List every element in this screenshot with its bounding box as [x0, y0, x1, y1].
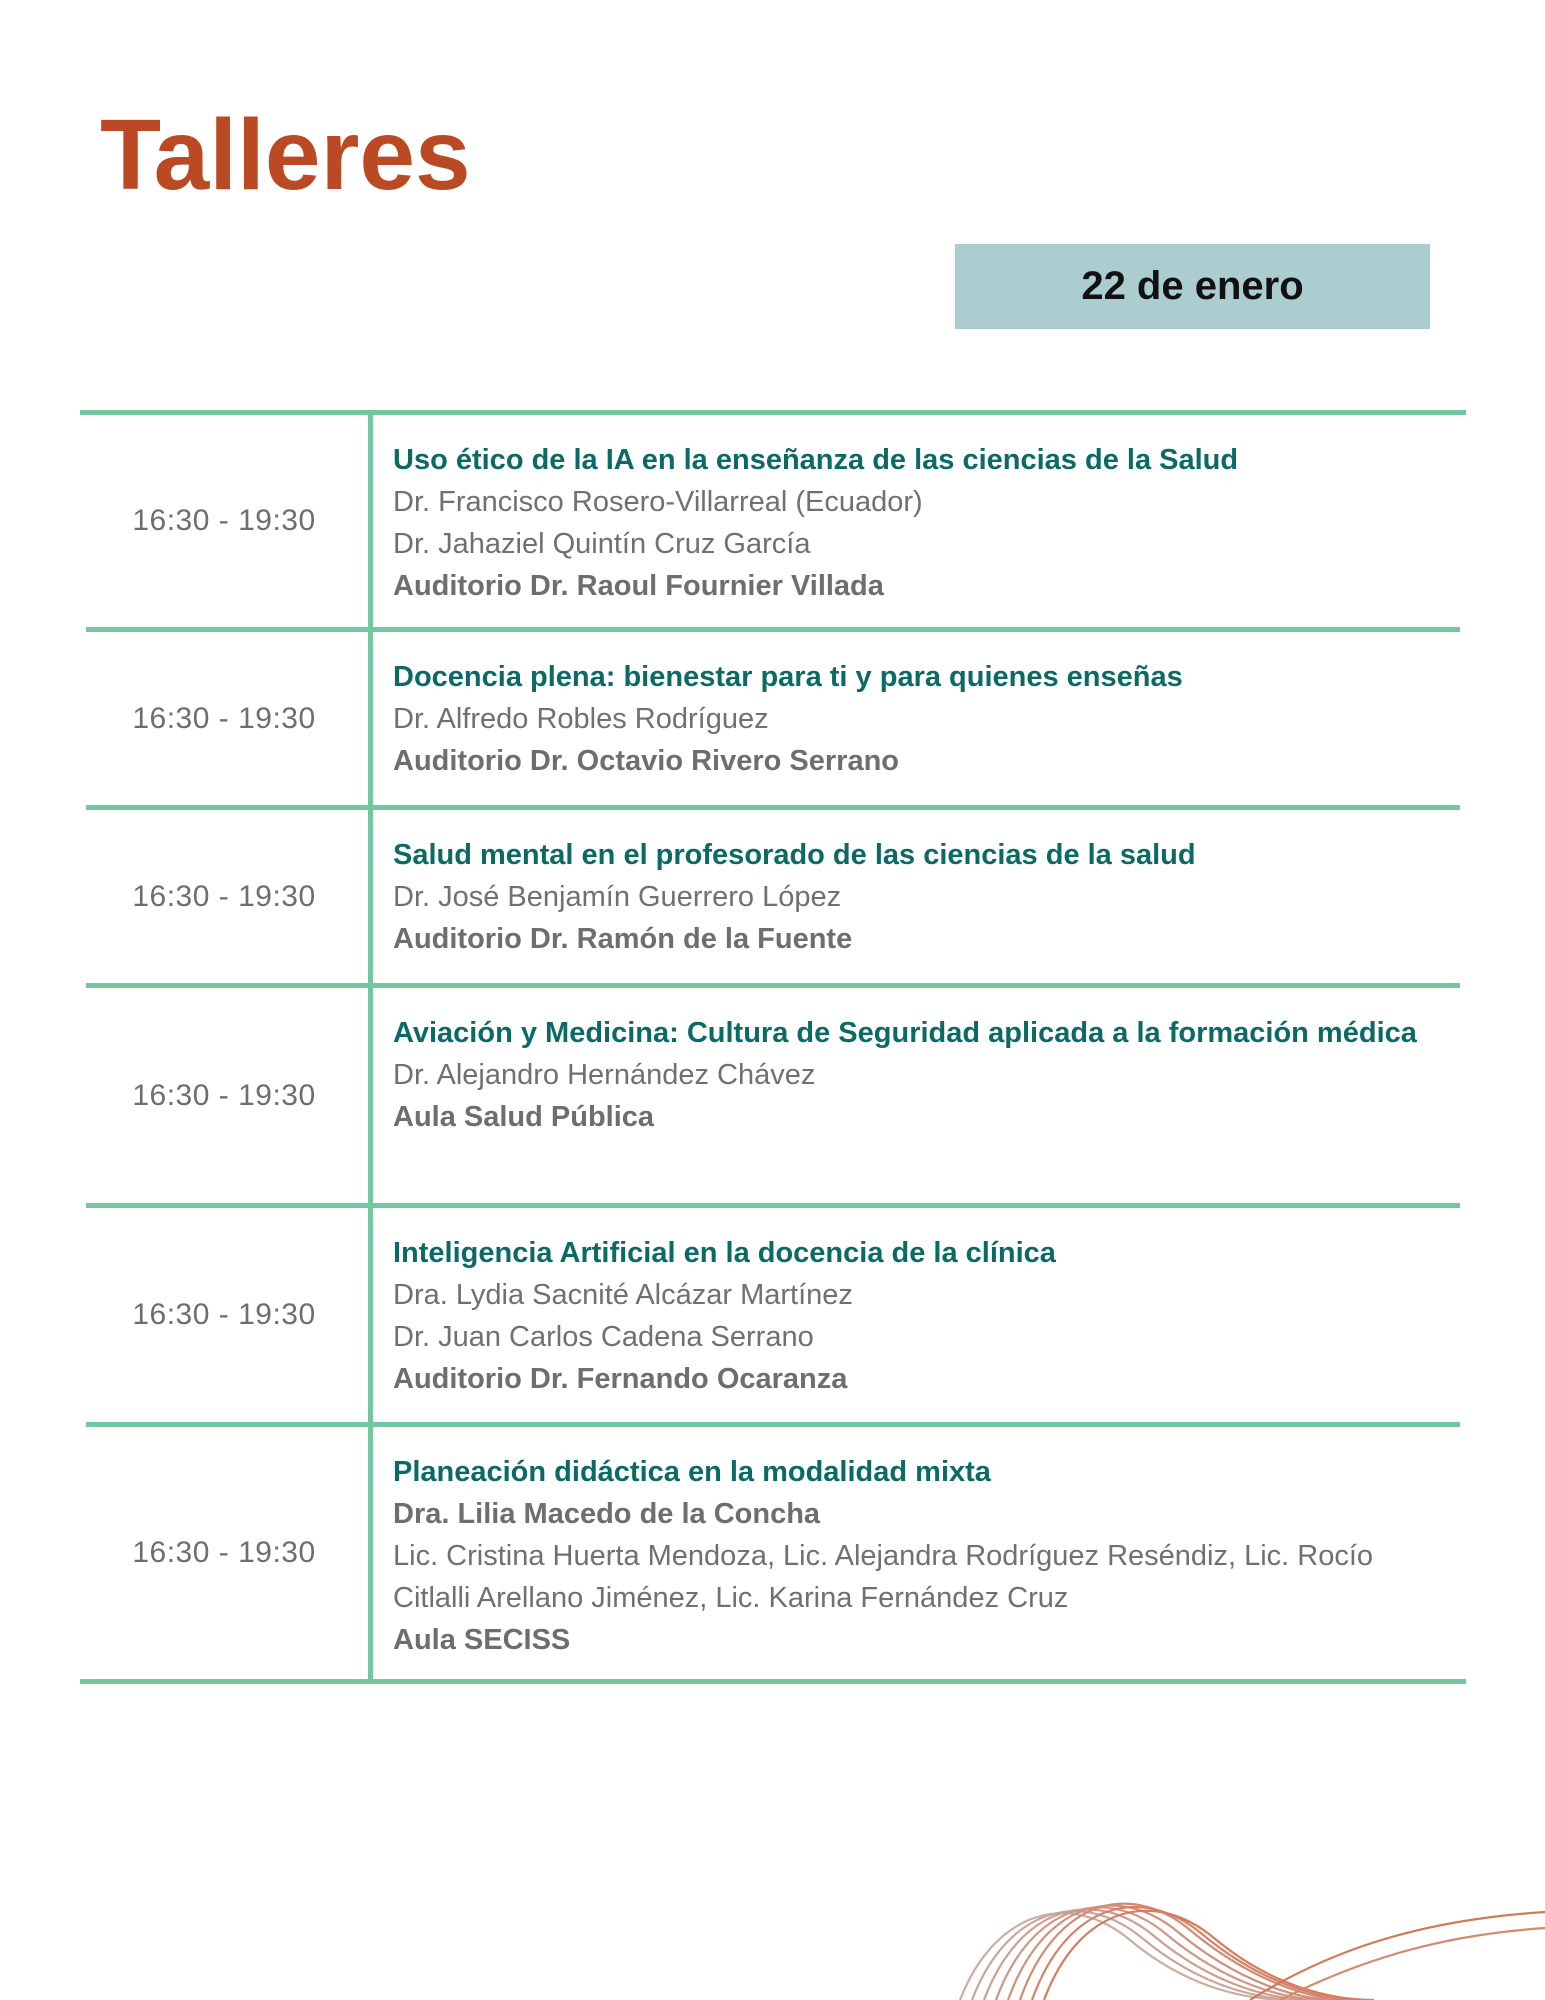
schedule-row — [80, 415, 1466, 627]
session-title: Inteligencia Artificial en la docencia de la clínica — [393, 1237, 1056, 1269]
schedule-row — [80, 632, 1466, 805]
session-speaker: Dra. Lydia Sacnité Alcázar Martínez — [393, 1279, 853, 1311]
session-title: Aviación y Medicina: Cultura de Seguridad aplicada a la formación médica — [393, 1017, 1417, 1049]
session-venue: Aula Salud Pública — [393, 1101, 655, 1133]
date-label: 22 de enero — [1081, 264, 1304, 308]
session-speaker: Dr. José Benjamín Guerrero López — [393, 881, 842, 913]
session-time: 16:30 - 19:30 — [132, 879, 316, 913]
session-venue: Auditorio Dr. Ramón de la Fuente — [393, 923, 853, 955]
session-speaker: Dr. Francisco Rosero-Villarreal (Ecuador) — [393, 486, 923, 518]
session-venue: Auditorio Dr. Raoul Fournier Villada — [393, 570, 884, 602]
session-details — [373, 1208, 1466, 1422]
session-venue: Auditorio Dr. Fernando Ocaranza — [393, 1363, 848, 1395]
session-details — [373, 1427, 1466, 1679]
session-time: 16:30 - 19:30 — [132, 504, 316, 537]
page-title: Talleres — [100, 99, 471, 211]
session-speaker: Dr. Juan Carlos Cadena Serrano — [393, 1321, 814, 1353]
session-title: Uso ético de la IA en la enseñanza de las ciencias de la Salud — [393, 444, 1239, 476]
session-title: Docencia plena: bienestar para ti y para quienes enseñas — [393, 661, 1183, 693]
session-title: Salud mental en el profesorado de las ciencias de la salud — [393, 839, 1196, 871]
session-time: 16:30 - 19:30 — [132, 1078, 316, 1112]
session-speakers: Lic. Cristina Huerta Mendoza, Lic. Alejandra Rodríguez Reséndiz, Lic. Rocío Citlalli Arellano Jiménez, Lic. Karina Fernández Cruz — [393, 1540, 1374, 1614]
schedule-row — [80, 988, 1466, 1203]
session-venue: Aula SECISS — [393, 1624, 571, 1656]
session-time: 16:30 - 19:30 — [132, 701, 316, 735]
session-details — [373, 415, 1466, 627]
schedule-row — [80, 1208, 1466, 1422]
decorative-wave-graphic — [950, 1880, 1545, 2000]
session-title: Planeación didáctica en la modalidad mixta — [393, 1456, 991, 1488]
workshop-schedule — [80, 410, 1466, 1684]
session-venue: Auditorio Dr. Octavio Rivero Serrano — [393, 745, 899, 777]
session-details — [373, 988, 1466, 1203]
session-details — [373, 632, 1466, 805]
schedule-row — [80, 810, 1466, 983]
session-speaker: Dr. Alejandro Hernández Chávez — [393, 1059, 816, 1091]
session-speaker: Dr. Alfredo Robles Rodríguez — [393, 703, 769, 735]
session-details — [373, 810, 1466, 983]
schedule-row — [80, 1427, 1466, 1679]
session-coordinator: Dra. Lilia Macedo de la Concha — [393, 1498, 821, 1530]
schedule-bottom-rule — [80, 1679, 1466, 1684]
session-time: 16:30 - 19:30 — [132, 1536, 316, 1569]
session-time: 16:30 - 19:30 — [132, 1298, 316, 1331]
date-badge — [955, 244, 1430, 329]
session-speaker: Dr. Jahaziel Quintín Cruz García — [393, 528, 811, 560]
